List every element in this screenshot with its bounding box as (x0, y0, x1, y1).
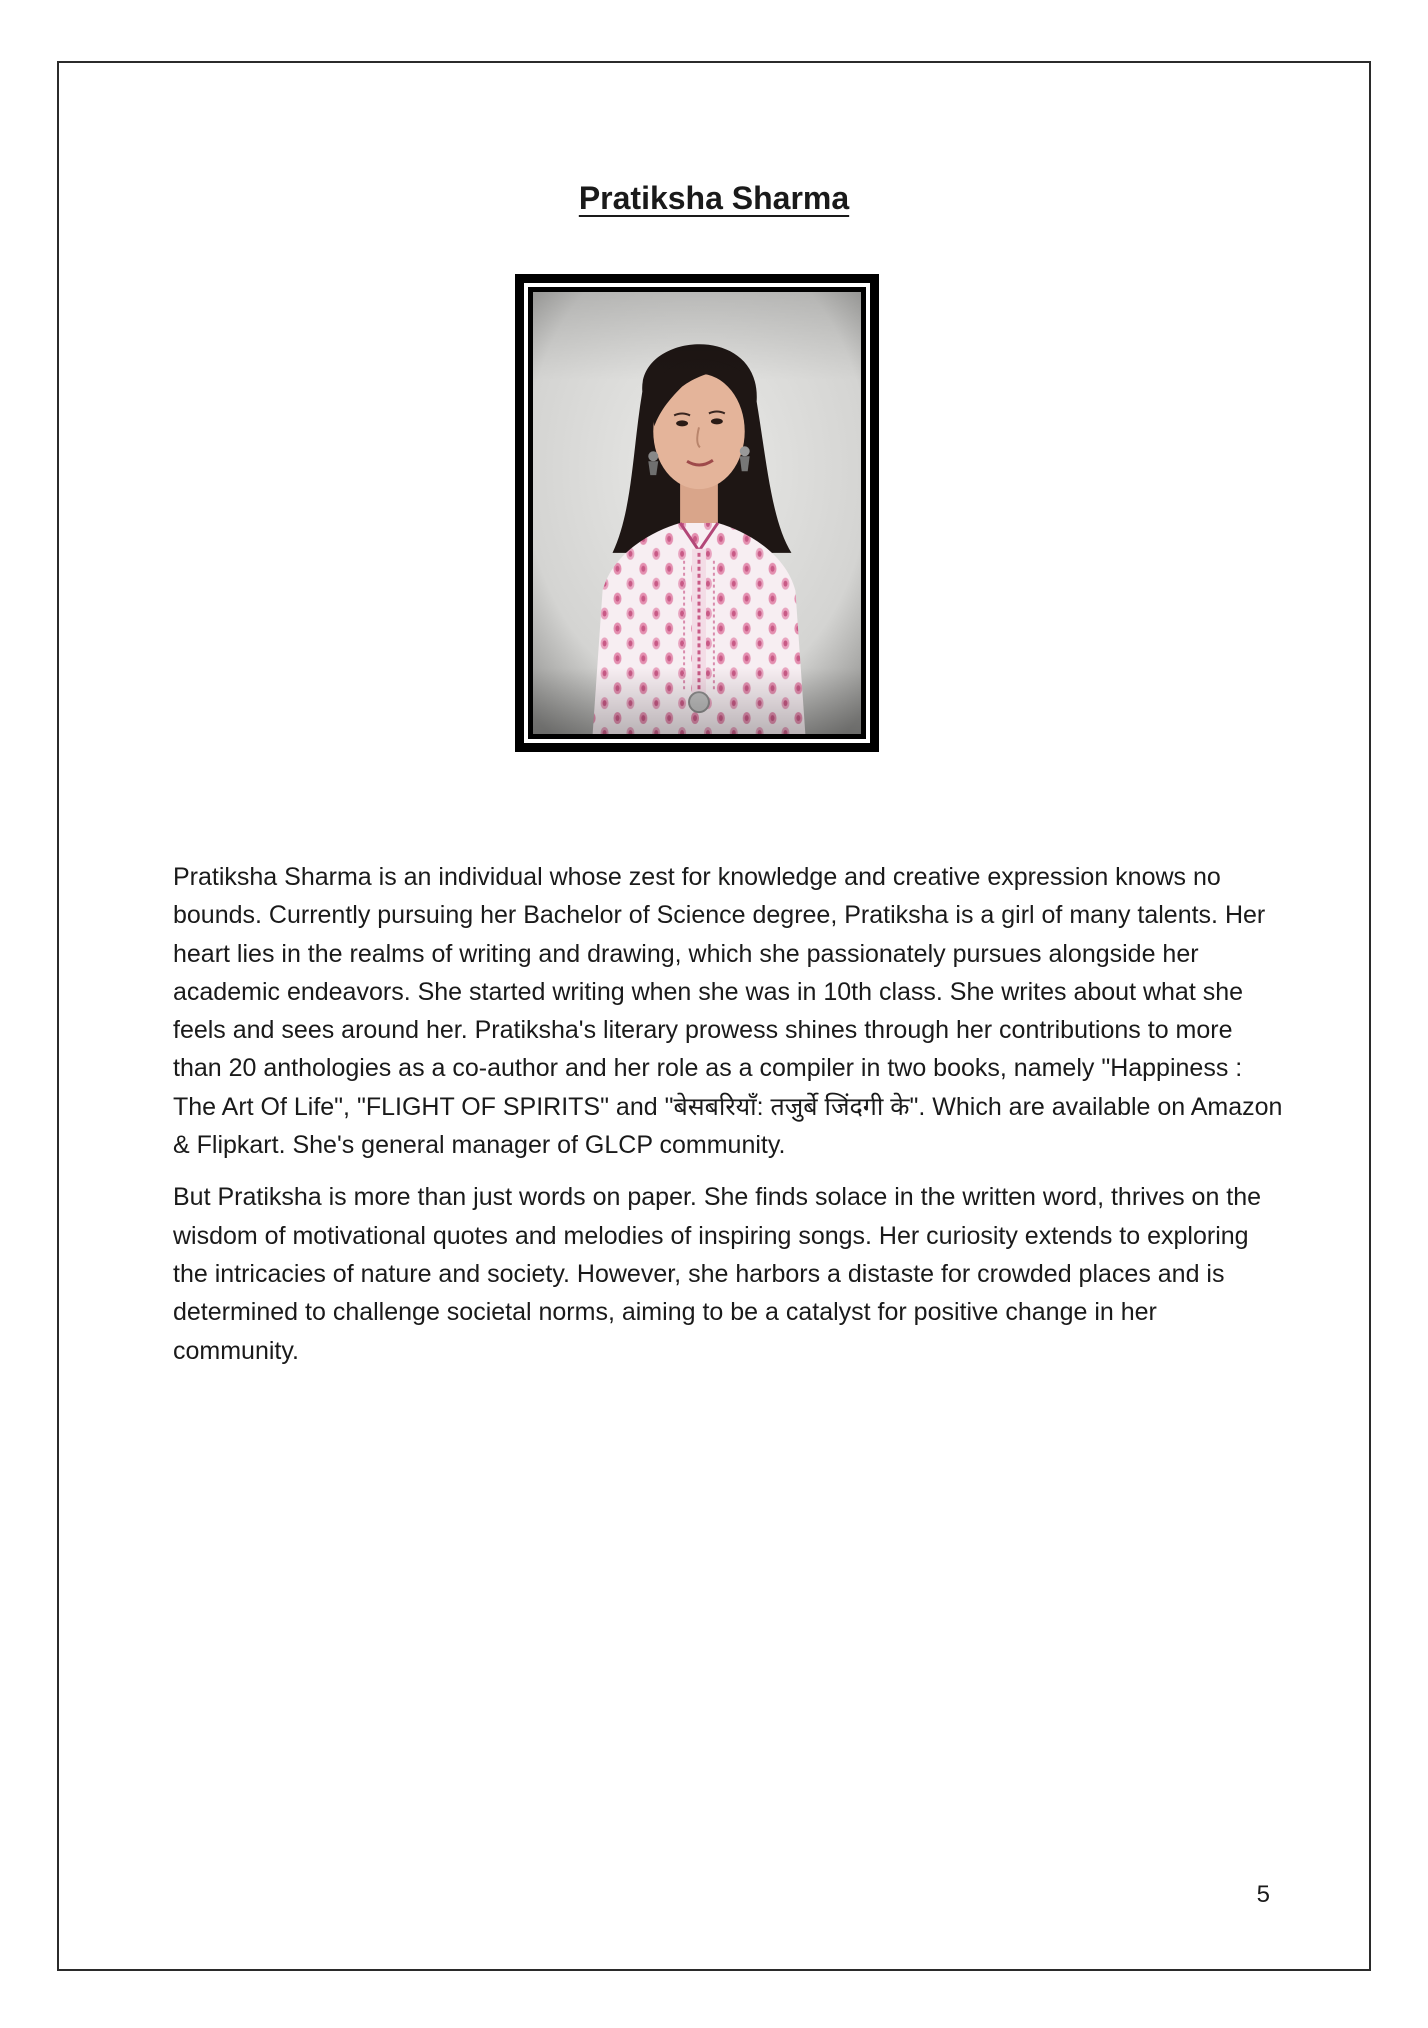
biography-text (173, 858, 1283, 1384)
biography-paragraph: But Pratiksha is more than just words on paper. She finds solace in the written word, thrives on the wisdom of motivational quotes and melodies of inspiring songs. Her curiosity extends to exploring the intricacies of nature and society. However, she harbors a distaste for crowded places and is determined to challenge societal norms, aiming to be a catalyst for positive change in her community. (173, 1183, 1262, 1365)
portrait-photo (533, 292, 861, 734)
portrait-frame (515, 274, 879, 752)
page-title: Pratiksha Sharma (578, 180, 850, 216)
page-number: 5 (1256, 1881, 1270, 1908)
biography-paragraph: Pratiksha Sharma is an individual whose zest for knowledge and creative expression knows no bounds. Currently pursuing her Bachelor of Science degree, Pratiksha is a girl of many talents. Her heart lies in the realms of writing and drawing, which she passionately pursues alongside her academic endeavors. She started writing when she was in 10th class. She writes about what she feels and sees around her. Pratiksha's literary prowess shines through her contributions to more than 20 anthologies as a co-author and her role as a compiler in two books, namely "Happiness : The Art Of Life", "FLIGHT OF SPIRITS" and "बेसबरियाँ: तजुर्बे जिंदगी के". Which are available on Amazon & Flipkart. She's general manager of GLCP community. (173, 863, 1283, 1160)
